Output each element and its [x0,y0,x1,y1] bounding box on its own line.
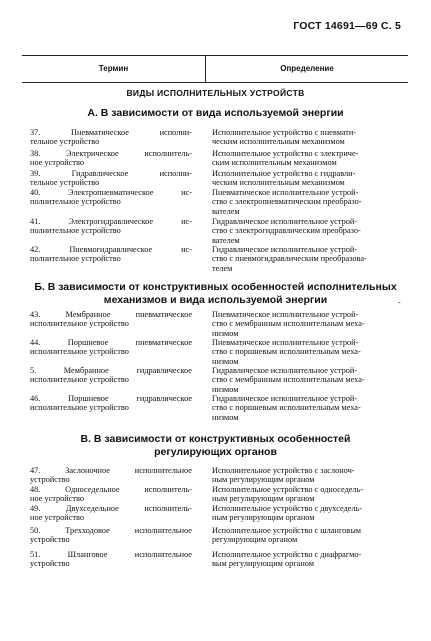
term-line: исполнительное устройство [30,319,129,329]
definition-cell [212,149,408,168]
term-line: устройство [30,559,70,569]
definition-line: вателем [212,206,240,216]
term-cell [30,217,192,236]
term-line: полнительное устройство [30,197,121,207]
definition-line: Исполнительное устройство с шланговым [212,526,362,535]
term-line: 40. Электропневматическое ис- [30,188,192,197]
term-cell [30,504,192,523]
definition-line: Исполнительное устройство с гидравли- [212,169,356,178]
definition-cell [212,245,408,273]
term-line: 42. Пневмогидравлическое ис- [30,245,192,254]
term-cell [30,526,192,545]
term-line: тельное устройство [30,137,100,147]
term-line: исполнительное устройство [30,347,129,357]
definition-line: ство с пневмогидравлическим преобразова- [212,254,367,264]
definition-line: низмом [212,384,239,394]
definition-cell [212,526,408,545]
section-title: ВИДЫ ИСПОЛНИТЕЛЬНЫХ УСТРОЙСТВ [126,88,305,98]
page-header: ГОСТ 14691—69 С. 5 [293,20,401,32]
term-line: полнительное устройство [30,226,121,236]
definition-cell [212,466,408,485]
definition-line: Исполнительное устройство с электриче- [212,149,359,158]
definition-line: регулирующим органом [212,535,298,545]
definition-cell [212,188,408,216]
term-line: 48. Односедельное исполнитель- [30,485,192,494]
definition-line: вым регулирующим органом [212,559,315,569]
term-line: исполнительное устройство [30,375,129,385]
term-line: 43. Мембранное пневматическое [30,310,192,319]
column-header-term: Термин [98,64,129,73]
table-header [22,55,408,83]
definition-line: Пневматическое исполнительное устрой- [212,338,359,347]
definition-line: низмом [212,412,239,422]
definition-cell [212,217,408,245]
term-line: 46. Поршневое гидравлическое [30,394,192,403]
term-line: исполнительное устройство [30,403,129,413]
term-cell [30,338,192,357]
definition-line: Гидравлическое исполнительное устрой- [212,245,358,254]
definition-line: Исполнительное устройство с заслоноч- [212,466,355,475]
definition-line: ство с мембранным исполнительным меха- [212,319,365,329]
term-line: ное устройство [30,513,85,523]
margin-mark: - [398,298,401,307]
definition-line: Исполнительное устройство с пневмати- [212,128,357,137]
section-heading-b [0,281,431,307]
term-line: тельное устройство [30,178,100,188]
definition-cell [212,550,408,569]
term-line: полнительное устройство [30,254,121,264]
term-line: 44. Поршневое пневматическое [30,338,192,347]
term-line: устройство [30,475,70,485]
definition-line: Исполнительное устройство с диафрагмо- [212,550,362,559]
section-heading-line: В. В зависимости от конструктивных особенностей [80,433,351,445]
definition-line: Исполнительное устройство с односедель- [212,485,364,494]
definition-line: Исполнительное устройство с двухседель- [212,504,363,513]
section-heading-line: Б. В зависимости от конструктивных особенностей исполнительных [34,281,397,293]
definition-cell [212,169,408,188]
term-line: ное устройство [30,158,85,168]
term-cell [30,188,192,207]
definition-cell [212,504,408,523]
definition-line: ство с поршневым исполнительным меха- [212,347,361,357]
definition-line: низмом [212,356,239,366]
term-cell [30,169,192,188]
term-cell [30,128,192,147]
term-cell [30,245,192,264]
term-line: 38. Электрическое исполнитель- [30,149,192,158]
section-heading-line: механизмов и вида используемой энергии [103,294,328,306]
term-line: 39. Гидравлическое исполни- [30,169,192,178]
term-cell [30,394,192,413]
term-line: ное устройство [30,494,85,504]
definition-line: ским исполнительным механизмом [212,158,337,168]
definition-cell [212,394,408,422]
definition-cell [212,310,408,338]
term-cell [30,366,192,385]
definition-cell [212,338,408,366]
term-line: 51. Шланговое исполнительное [30,550,192,559]
term-cell [30,550,192,569]
definition-cell [212,366,408,394]
definition-line: ным регулирующим органом [212,494,315,504]
term-line: 50. Трехходовое исполнительное [30,526,192,535]
section-heading-line: регулирующих органов [154,446,277,458]
definition-cell [212,485,408,504]
definition-line: ным регулирующим органом [212,475,315,485]
definition-line: ство с поршневым исполнительным меха- [212,403,361,413]
definition-line: Пневматическое исполнительное устрой- [212,310,359,319]
term-cell [30,310,192,329]
term-line: 5. Мембранное гидравлическое [30,366,192,375]
term-line: устройство [30,535,70,545]
definition-line: телем [212,263,233,273]
definition-line: Пневматическое исполнительное устрой- [212,188,359,197]
definition-line: Гидравлическое исполнительное устрой- [212,217,358,226]
definition-line: вателем [212,235,240,245]
term-cell [30,149,192,168]
section-heading-c [0,433,431,459]
definition-line: ство с электропневматическим преобразо- [212,197,362,207]
definition-line: низмом [212,328,239,338]
definition-line: ство с мембранным исполнительным меха- [212,375,365,385]
term-cell [30,466,192,485]
section-heading-a: А. В зависимости от вида используемой энергии [87,107,344,119]
definition-line: ство с электрогидравлическим преобразо- [212,226,361,236]
definition-line: ным регулирующим органом [212,513,315,523]
term-line: 47. Заслоночное исполнительное [30,466,192,475]
definition-line: Гидравлическое исполнительное устрой- [212,394,358,403]
term-line: 49. Двухседельное исполнитель- [30,504,192,513]
column-header-definition: Определение [280,64,334,73]
term-line: 41. Электрогидравлическое ис- [30,217,192,226]
definition-cell [212,128,408,147]
term-line: 37. Пневматическое исполни- [30,128,192,137]
definition-line: ческим исполнительным механизмом [212,137,345,147]
term-cell [30,485,192,504]
definition-line: Гидравлическое исполнительное устрой- [212,366,358,375]
definition-line: ческим исполнительным механизмом [212,178,345,188]
